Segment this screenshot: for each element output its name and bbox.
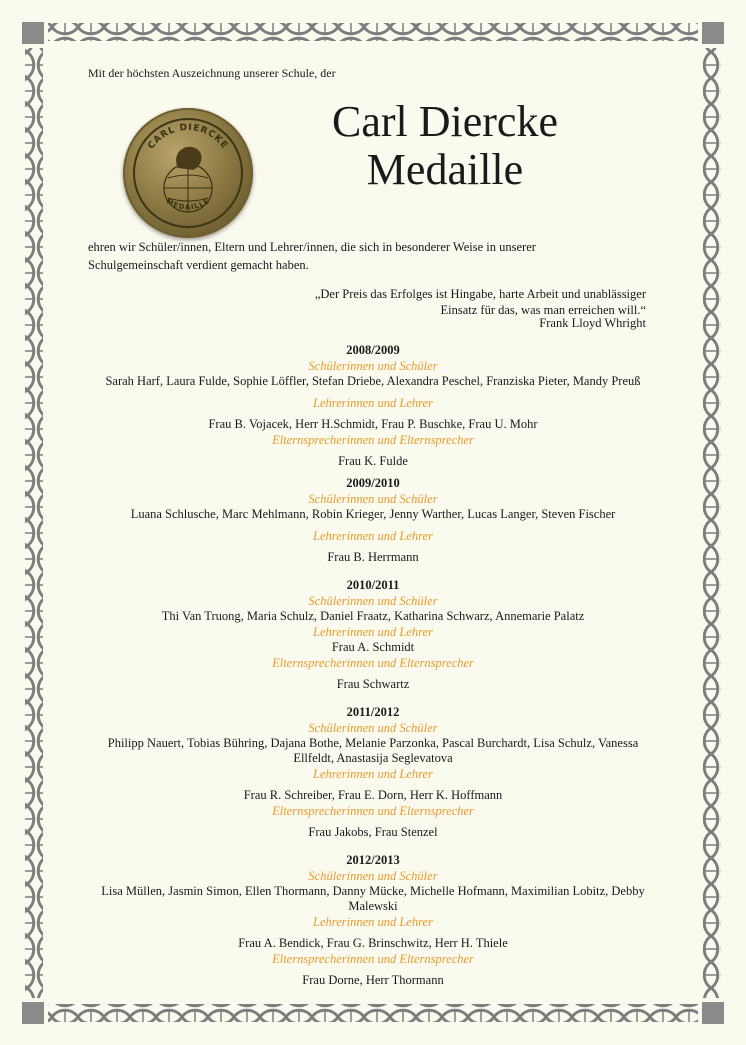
corner-bottom-right <box>702 1002 724 1024</box>
medal-bottom-text: MEDAILLE <box>164 197 212 212</box>
teachers-names: Frau B. Vojacek, Herr H.Schmidt, Frau P. Buschke, Frau U. Mohr <box>208 417 538 431</box>
students-names: Luana Schlusche, Marc Mehlmann, Robin Krieger, Jenny Warther, Lucas Langer, Steven Fischer <box>130 507 616 521</box>
category-students: Schülerinnen und Schüler <box>308 721 438 735</box>
title-line2: Medaille <box>366 145 524 194</box>
honor-text-line2: Schulgemeinschaft verdient gemacht haben. <box>88 258 309 272</box>
teachers-names: Frau R. Schreiber, Frau E. Dorn, Herr K. Hoffmann <box>243 788 503 802</box>
category-parents: Elternsprecherinnen und Elternsprecher <box>272 804 474 818</box>
year-section-2012-2013 <box>60 852 686 988</box>
year-heading: 2012/2013 <box>346 853 400 867</box>
page-title <box>305 98 585 194</box>
parents-names: Frau Dorne, Herr Thormann <box>302 973 444 987</box>
quote-line2: Einsatz für das, was man erreichen will.“ <box>440 303 646 317</box>
students-names: Thi Van Truong, Maria Schulz, Daniel Fraatz, Katharina Schwarz, Annemarie Palatz <box>161 609 585 623</box>
category-students: Schülerinnen und Schüler <box>308 492 438 506</box>
category-parents: Elternsprecherinnen und Elternsprecher <box>272 656 474 670</box>
teachers-names: Frau B. Herrmann <box>327 550 419 564</box>
category-teachers: Lehrerinnen und Lehrer <box>313 396 433 410</box>
awardees-list <box>60 342 686 988</box>
year-heading: 2010/2011 <box>346 578 400 592</box>
certificate-content <box>60 40 686 985</box>
medal-image <box>123 108 253 238</box>
year-heading: 2011/2012 <box>346 705 400 719</box>
year-section-2008-2009 <box>60 342 686 469</box>
honor-text-line1: ehren wir Schüler/innen, Eltern und Lehrer/innen, die sich in besonderer Weise in unserer <box>88 240 536 254</box>
year-section-2011-2012 <box>60 704 686 840</box>
teachers-names: Frau A. Schmidt <box>331 640 415 654</box>
students-names: Philipp Nauert, Tobias Bühring, Dajana Bothe, Melanie Parzonka, Pascal Burchardt, Lisa Schulz, Vanessa Ellfeldt, Anastasija Seglevatova <box>107 736 639 765</box>
category-students: Schülerinnen und Schüler <box>308 869 438 883</box>
year-section-2010-2011 <box>60 577 686 692</box>
intro-text: Mit der höchsten Auszeichnung unserer Schule, der <box>88 66 336 80</box>
year-section-2009-2010 <box>60 475 686 565</box>
quote-author: Frank Lloyd Whright <box>539 316 646 330</box>
students-names: Sarah Harf, Laura Fulde, Sophie Löffler, Stefan Driebe, Alexandra Peschel, Franziska Pieter, Mandy Preuß <box>105 374 641 388</box>
corner-top-left <box>22 22 44 44</box>
students-names: Lisa Müllen, Jasmin Simon, Ellen Thormann, Danny Mücke, Michelle Hofmann, Maximilian Lobitz, Debby Malewski <box>101 884 645 913</box>
year-heading: 2008/2009 <box>346 343 400 357</box>
corner-bottom-left <box>22 1002 44 1024</box>
quote <box>315 286 646 318</box>
border-left <box>25 48 43 998</box>
category-teachers: Lehrerinnen und Lehrer <box>313 529 433 543</box>
parents-names: Frau Schwartz <box>336 677 410 691</box>
honor-text <box>88 238 608 274</box>
category-teachers: Lehrerinnen und Lehrer <box>313 625 433 639</box>
border-top <box>48 23 698 41</box>
parents-names: Frau Jakobs, Frau Stenzel <box>308 825 438 839</box>
teachers-names: Frau A. Bendick, Frau G. Brinschwitz, Herr H. Thiele <box>238 936 508 950</box>
corner-top-right <box>702 22 724 44</box>
category-teachers: Lehrerinnen und Lehrer <box>313 767 433 781</box>
quote-line1: „Der Preis das Erfolges ist Hingabe, harte Arbeit und unablässiger <box>314 287 646 301</box>
category-teachers: Lehrerinnen und Lehrer <box>313 915 433 929</box>
category-parents: Elternsprecherinnen und Elternsprecher <box>272 433 474 447</box>
year-heading: 2009/2010 <box>346 476 400 490</box>
parents-names: Frau K. Fulde <box>338 454 408 468</box>
border-right <box>703 48 721 998</box>
category-parents: Elternsprecherinnen und Elternsprecher <box>272 952 474 966</box>
category-students: Schülerinnen und Schüler <box>308 359 438 373</box>
border-bottom <box>48 1004 698 1022</box>
category-students: Schülerinnen und Schüler <box>308 594 438 608</box>
title-line1: Carl Diercke <box>332 97 558 146</box>
medal-top-text: CARL DIERCKE <box>146 122 230 152</box>
